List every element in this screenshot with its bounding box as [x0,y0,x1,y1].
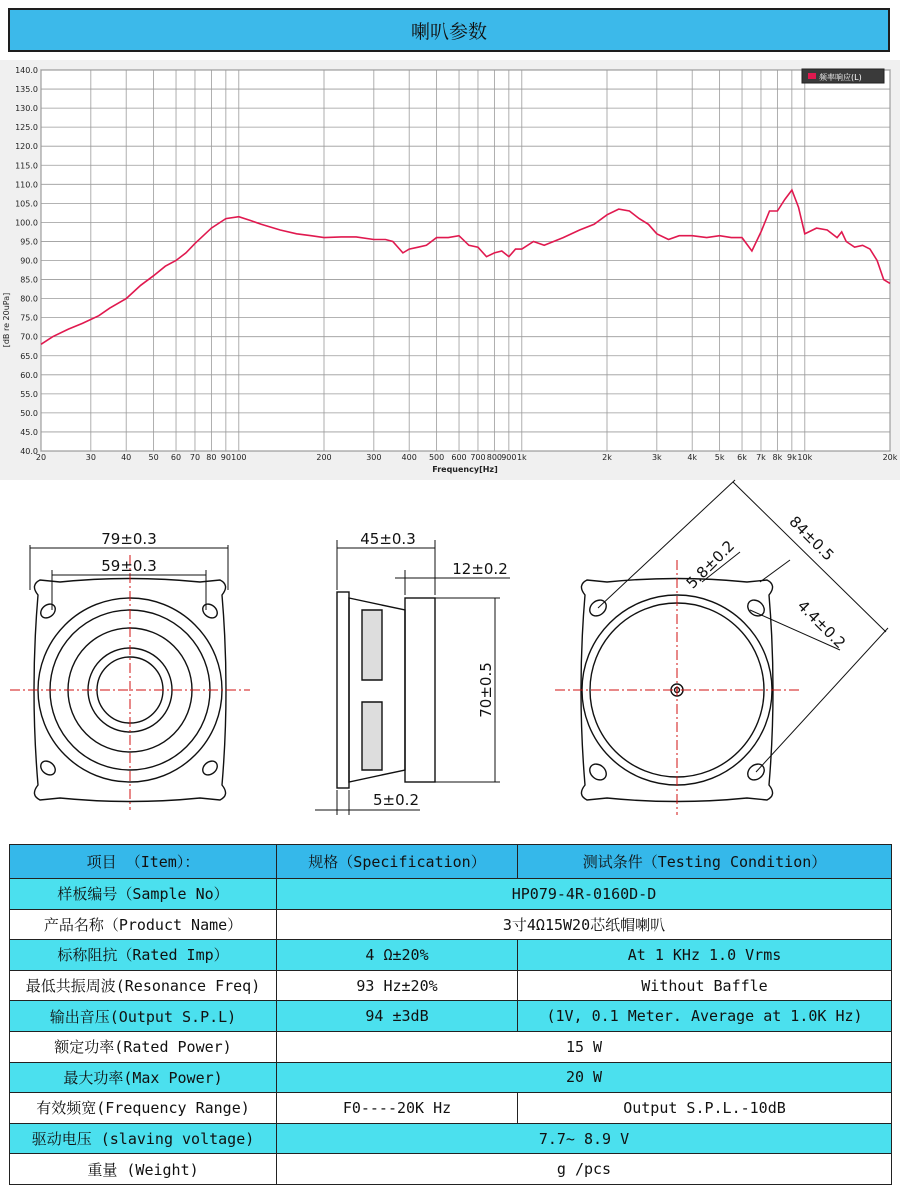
x-tick-label: 400 [401,453,417,462]
chart-legend [802,69,884,83]
x-tick-label: 60 [170,453,182,462]
row-spec: 15 W [277,1031,892,1062]
x-tick-label: 20k [882,453,898,462]
front-mount-hole-br [200,758,220,777]
frequency-response-chart [0,60,900,480]
x-tick-label: 80 [206,453,217,462]
y-tick-label: 90.0 [20,256,38,266]
x-tick-label: 4k [687,453,698,462]
x-tick-label: 600 [451,453,467,462]
header-spec: 规格（Specification） [277,845,518,879]
back-mount-hole-bl [587,761,610,783]
y-tick-label: 65.0 [20,351,38,361]
y-tick-label: 45.0 [20,427,38,437]
front-view [10,545,250,810]
mechanical-drawings [0,470,900,830]
table-row [10,1123,892,1154]
dim-back-slot: 4.4±0.2 [793,596,850,653]
front-mount-hole-tr [200,601,220,620]
x-tick-label: 6k [737,453,747,462]
side-magnet [405,598,435,782]
y-tick-label: 115.0 [15,161,38,171]
legend-label: 频率响应(L) [819,73,862,82]
x-tick-label: 500 [428,453,445,462]
dim-side-flange: 5±0.2 [373,791,419,809]
x-tick-label: 200 [316,453,332,462]
row-label: 驱动电压 (slaving voltage) [10,1123,277,1154]
dim-side-magnet: 12±0.2 [452,560,508,578]
drawings-svg [0,470,900,830]
dim-front-hole-spacing: 59±0.3 [101,557,157,575]
y-tick-label: 50.0 [20,408,38,418]
spec-table-body [10,879,892,1185]
header-condition: 测试条件（Testing Condition） [518,845,892,879]
x-tick-label: 40 [121,453,132,462]
legend-swatch [808,73,816,79]
side-flange [337,592,349,788]
x-tick-label: 1k [516,453,527,462]
x-tick-label: 10k [797,453,813,462]
x-tick-label: 100 [231,453,247,462]
dim-side-depth: 45±0.3 [360,530,416,548]
row-spec: 7.7~ 8.9 V [277,1123,892,1154]
x-axis-label: Frequency[Hz] [432,465,498,474]
table-row [10,1031,892,1062]
y-tick-label: 135.0 [15,85,38,95]
y-tick-label: 80.0 [20,294,38,304]
x-tick-label: 70 [189,453,201,462]
dim-side-height: 70±0.5 [477,662,495,718]
row-spec: F0----20K Hz [277,1093,518,1124]
y-tick-label: 130.0 [15,104,38,114]
x-tick-label: 700 [470,453,486,462]
row-spec: 20 W [277,1062,892,1093]
x-tick-label: 5k [714,453,725,462]
table-row [10,1062,892,1093]
row-spec: 4 Ω±20% [277,940,518,971]
dim-front-width: 79±0.3 [101,530,157,548]
header-item: 项目 （Item）： [10,845,277,879]
x-tick-label: 9k [786,453,797,462]
row-condition: Output S.P.L.-10dB [518,1093,892,1124]
x-tick-label: 800 [486,453,503,462]
page-title: 喇叭参数 [8,8,890,52]
x-tick-label: 300 [366,453,382,462]
side-window-bottom [362,702,382,770]
row-condition: Without Baffle [518,970,892,1001]
row-condition: At 1 KHz 1.0 Vrms [518,940,892,971]
y-tick-label: 110.0 [15,180,38,190]
chart-svg [0,60,900,480]
row-spec: g /pcs [277,1154,892,1185]
y-tick-label: 60.0 [20,370,38,380]
x-tick-label: 7k [756,453,766,462]
table-row [10,879,892,910]
y-tick-label: 70.0 [20,332,38,342]
x-tick-label: 20 [35,453,47,462]
row-label: 样板编号（Sample No） [10,879,277,910]
y-tick-label: 105.0 [15,199,38,209]
row-label: 重量 (Weight) [10,1154,277,1185]
row-spec: 3寸4Ω15W20芯纸帽喇叭 [277,909,892,940]
y-tick-label: 95.0 [20,237,38,247]
y-tick-label: 125.0 [15,123,38,133]
table-row [10,970,892,1001]
x-tick-label: 30 [85,453,96,462]
table-row [10,940,892,971]
table-header-row [10,845,892,879]
dim-back-diagonal: 84±0.5 [785,512,838,565]
spec-table [9,844,892,1185]
back-ext-diag-b [756,628,888,772]
y-tick-label: 120.0 [15,142,38,152]
table-row [10,1001,892,1032]
row-label: 最大功率(Max Power) [10,1062,277,1093]
x-tick-label: 3k [651,453,662,462]
x-tick-label: 50 [148,453,159,462]
row-label: 输出音压(Output S.P.L) [10,1001,277,1032]
side-window-top [362,610,382,680]
row-label: 标称阻抗（Rated Imp） [10,940,277,971]
table-row [10,1154,892,1185]
table-row [10,1093,892,1124]
front-mount-hole-bl [38,758,58,777]
y-tick-label: 100.0 [15,218,38,228]
y-tick-label: 40.0 [20,447,38,456]
y-axis-label: [dB re 20uPa] [2,292,11,348]
y-tick-label: 85.0 [20,275,38,285]
row-label: 有效频宽(Frequency Range) [10,1093,277,1124]
x-tick-label: 8k [772,453,783,462]
row-label: 产品名称（Product Name） [10,909,277,940]
row-spec: 93 Hz±20% [277,970,518,1001]
table-row [10,909,892,940]
front-mount-hole-tl [38,601,58,620]
dim-back-hole-dia: 5.8±0.2 [682,536,739,593]
row-condition: (1V, 0.1 Meter. Average at 1.0K Hz) [518,1001,892,1032]
row-spec: HP079-4R-0160D-D [277,879,892,910]
x-tick-label: 2k [602,453,612,462]
x-tick-label: 900 [501,453,517,462]
grid-layer [41,70,890,451]
y-tick-label: 75.0 [20,313,38,323]
back-ext-hole-b [760,560,790,582]
row-label: 额定功率(Rated Power) [10,1031,277,1062]
back-ext-diag-a [598,480,735,608]
y-tick-label: 55.0 [20,389,38,399]
row-label: 最低共振周波(Resonance Freq) [10,970,277,1001]
row-spec: 94 ±3dB [277,1001,518,1032]
y-tick-label: 140.0 [15,66,38,75]
x-tick-label: 90 [220,453,231,462]
